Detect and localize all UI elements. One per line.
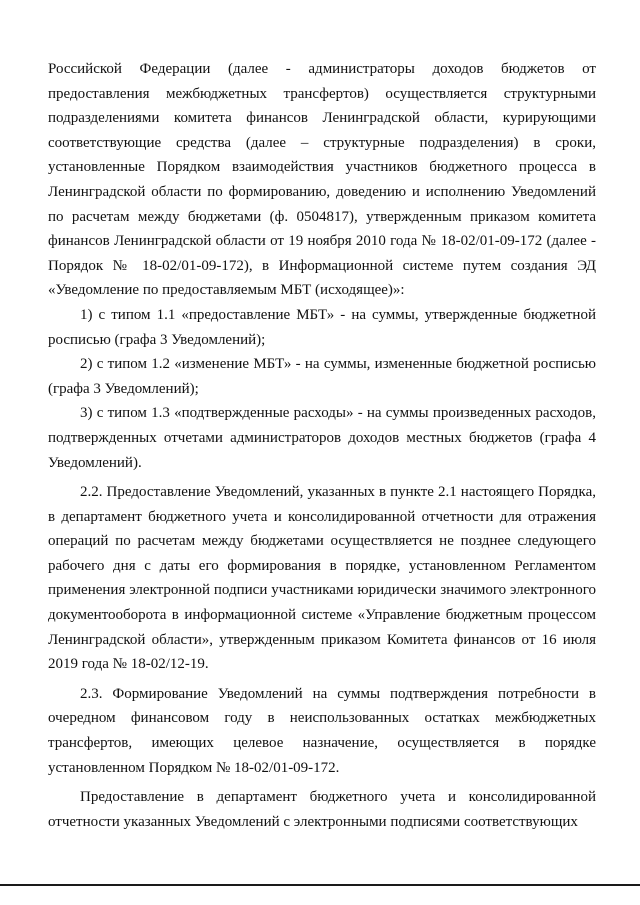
paragraph-4: 3) с типом 1.3 «подтвержденные расходы» - на суммы произведенных расходов, подтвержденных отчетами администраторов доходов местных бюджетов (графа 4 Уведомлений).	[48, 405, 596, 471]
bottom-edge-rule	[0, 884, 640, 886]
paragraph-2: 1) с типом 1.1 «предоставление МБТ» - на суммы, утвержденные бюджетной росписью (графа 3 Уведомлений);	[48, 306, 596, 348]
document-body	[48, 57, 596, 834]
paragraph-7: Предоставление в департамент бюджетного учета и консолидированной отчетности указанных Уведомлений с электронными подписями соответствующих	[48, 789, 596, 830]
paragraph-1: Российской Федерации (далее - администраторы доходов бюджетов от предоставления межбюджетных трансфертов) осуществляется структурными подразделениями комитета финансов Ленинградской области, курирующими соответствующие средства (далее – структурные подразделения) в сроки, установленные Порядком взаимодействия участников бюджетного процесса в Ленинградской области по формированию, доведению и исполнению Уведомлений по расчетам между бюджетами (ф. 0504817), утвержденным приказом комитета финансов Ленинградской области от 19 ноября 2010 года № 18-02/01-09-172 (далее - Порядок № 18-02/01-09-172), в Информационной системе путем создания ЭД «Уведомление по предоставляемым МБТ (исходящее)»:	[48, 61, 596, 299]
paragraph-3: 2) с типом 1.2 «изменение МБТ» - на суммы, измененные бюджетной росписью (графа 3 Уведомлений);	[48, 356, 596, 397]
paragraph-6: 2.3. Формирование Уведомлений на суммы подтверждения потребности в очередном финансовом году в неиспользованных остатках межбюджетных трансфертов, имеющих целевое назначение, осуществляется в порядке установленном Порядком № 18-02/01-09-172.	[48, 685, 596, 776]
paragraph-5: 2.2. Предоставление Уведомлений, указанных в пункте 2.1 настоящего Порядка, в департамент бюджетного учета и консолидированной отчетности для отражения операций по расчетам между бюджетами осуществляется не позднее следующего рабочего дня с даты его формирования в порядке, установленном Регламентом применения электронной подписи участниками юридически значимого электронного документооборота в информационной системе «Управление бюджетным процессом Ленинградской области», утвержденным приказом Комитета финансов от 16 июля 2019 года № 18-02/12-19.	[48, 484, 596, 673]
